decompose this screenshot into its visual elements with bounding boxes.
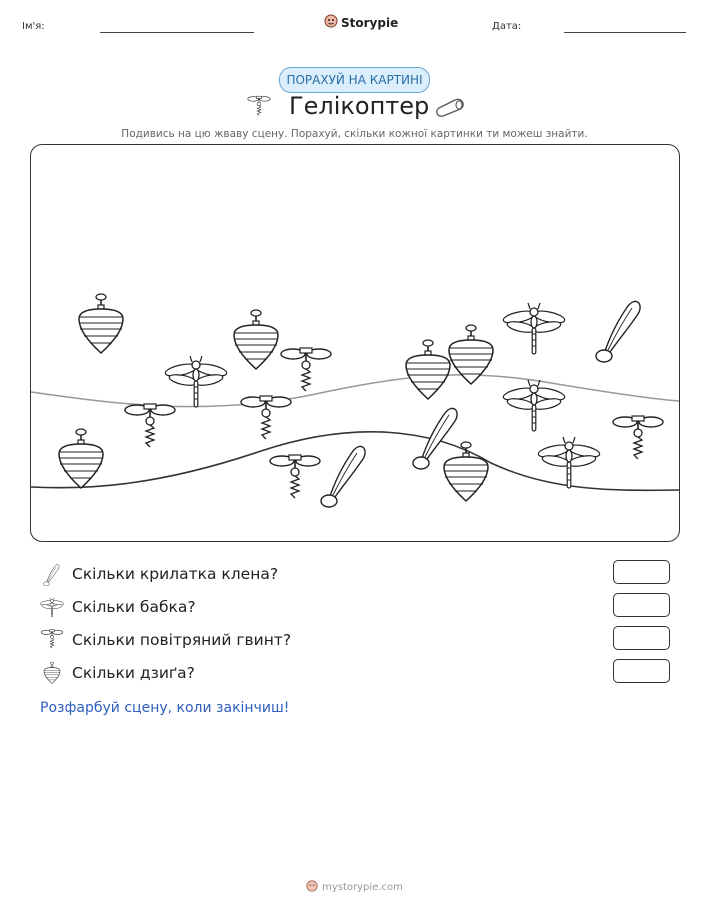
answer-box[interactable]	[613, 626, 670, 650]
question-row	[38, 594, 196, 620]
dragonfly	[537, 437, 600, 488]
counting-scene	[30, 144, 680, 542]
spinning-top	[59, 429, 103, 488]
brand-name: Storypie	[341, 15, 399, 30]
question-row	[38, 627, 291, 653]
spinning-top	[234, 310, 278, 369]
dragonfly	[502, 380, 565, 431]
question-text: Скільки повітряний гвинт?	[72, 631, 292, 649]
question-text: Скільки бабка?	[72, 598, 196, 616]
spinning-top	[79, 294, 123, 353]
name-label: Ім'я:	[22, 21, 45, 32]
date-label: Дата:	[492, 21, 522, 32]
answer-box[interactable]	[613, 593, 670, 617]
activity-badge: ПОРАХУЙ НА КАРТИНІ	[279, 67, 430, 93]
footer-url[interactable]: mystorypie.com	[322, 882, 403, 893]
helicopter-part-icon	[435, 94, 467, 122]
question-row	[38, 561, 278, 587]
answer-box[interactable]	[613, 560, 670, 584]
propeller-icon	[38, 628, 66, 652]
date-field[interactable]	[564, 32, 686, 33]
spinning-top	[406, 340, 450, 399]
coloring-instruction: Розфарбуй сцену, коли закінчиш!	[40, 700, 290, 716]
storypie-mascot-icon	[306, 880, 318, 895]
propeller	[613, 416, 663, 459]
propeller	[241, 396, 291, 439]
propeller	[281, 348, 331, 391]
dragonfly	[502, 303, 565, 354]
question-row	[38, 660, 195, 686]
spinning-top-icon	[38, 661, 66, 685]
footer	[0, 880, 709, 895]
storypie-mascot-icon	[324, 14, 338, 31]
page-subtitle: Подивись на цю жваву сцену. Порахуй, скільки кожної картинки ти можеш знайти.	[121, 128, 588, 140]
brand-logo	[324, 14, 398, 31]
question-text: Скільки дзиґа?	[72, 664, 195, 682]
propeller	[125, 404, 175, 447]
maple-seed	[321, 446, 365, 507]
dragonfly	[164, 356, 227, 407]
maple-seed-icon	[38, 562, 66, 586]
answer-box[interactable]	[613, 659, 670, 683]
scene-back-hill	[31, 375, 679, 407]
page-title: Гелікоптер	[289, 92, 430, 120]
propeller	[270, 455, 320, 498]
maple-seed	[596, 301, 640, 362]
spinning-top	[444, 442, 488, 501]
dragonfly-icon	[38, 596, 66, 618]
propeller-icon	[244, 92, 274, 126]
name-field[interactable]	[100, 32, 254, 33]
question-text: Скільки крилатка клена?	[72, 565, 279, 583]
